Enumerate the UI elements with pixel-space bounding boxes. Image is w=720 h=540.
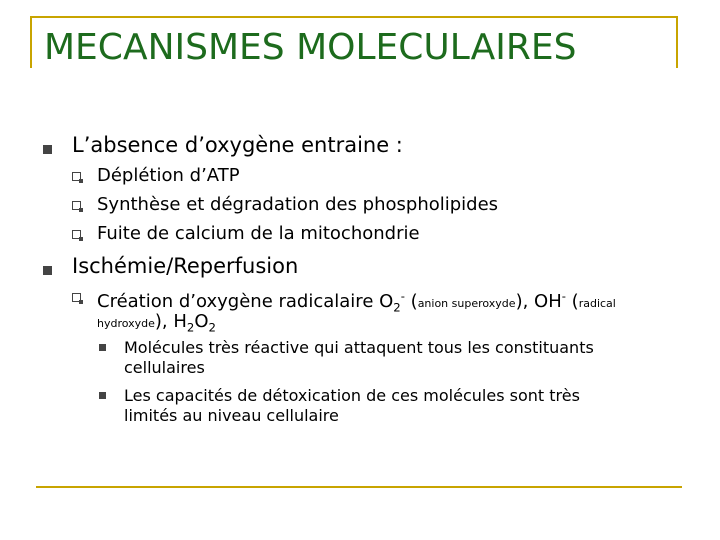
paren-open: ( [404, 291, 418, 312]
square-bullet-icon [43, 266, 52, 275]
box-bullet-icon [72, 201, 81, 210]
small-square-bullet-icon [99, 344, 106, 351]
detail-detoxication-line1: Les capacités de détoxication de ces molécules sont très [124, 386, 580, 405]
detail-molecules-line2: cellulaires [124, 358, 205, 377]
anion-superoxyde-label: anion superoxyde [417, 297, 516, 310]
small-square-bullet-icon [99, 392, 106, 399]
h2o2-prefix: ), H [154, 311, 187, 332]
frame-right-line [676, 16, 678, 68]
oh-superscript: - [561, 289, 566, 303]
oh-text: ), OH [515, 291, 562, 312]
subitem-phospholipides: Synthèse et dégradation des phospholipides [97, 194, 499, 215]
square-bullet-icon [43, 145, 52, 154]
subitem-depletion-atp: Déplétion d’ATP [97, 165, 240, 186]
slide-title: MECANISMES MOLECULAIRES [44, 27, 577, 68]
hydroxyde-label: hydroxyde [97, 317, 155, 330]
box-bullet-icon [72, 172, 81, 181]
subitem-oxygene-radicalaire-line2 [97, 311, 216, 339]
h-subscript: 2 [186, 320, 195, 335]
o2-superscript: - [400, 289, 405, 303]
o2-subscript: 2 [393, 300, 401, 315]
radical-label: radical [578, 297, 616, 310]
frame-top-line [30, 16, 678, 18]
o-text: O [194, 311, 209, 332]
point-ischemie-reperfusion: Ischémie/Reperfusion [72, 254, 299, 278]
frame-left-line [30, 16, 32, 68]
text-prefix: Création d’oxygène radicalaire O [97, 291, 394, 312]
o-subscript: 2 [208, 320, 216, 335]
frame-bottom-line [36, 486, 682, 488]
detail-detoxication-line2: limités au niveau cellulaire [124, 406, 339, 425]
paren-open-2: ( [565, 291, 579, 312]
box-bullet-icon [72, 293, 81, 302]
detail-molecules-line1: Molécules très réactive qui attaquent tous les constituants [124, 338, 594, 357]
point-absence-oxygene: L’absence d’oxygène entraine : [72, 133, 403, 157]
subitem-calcium: Fuite de calcium de la mitochondrie [97, 223, 420, 244]
box-bullet-icon [72, 230, 81, 239]
